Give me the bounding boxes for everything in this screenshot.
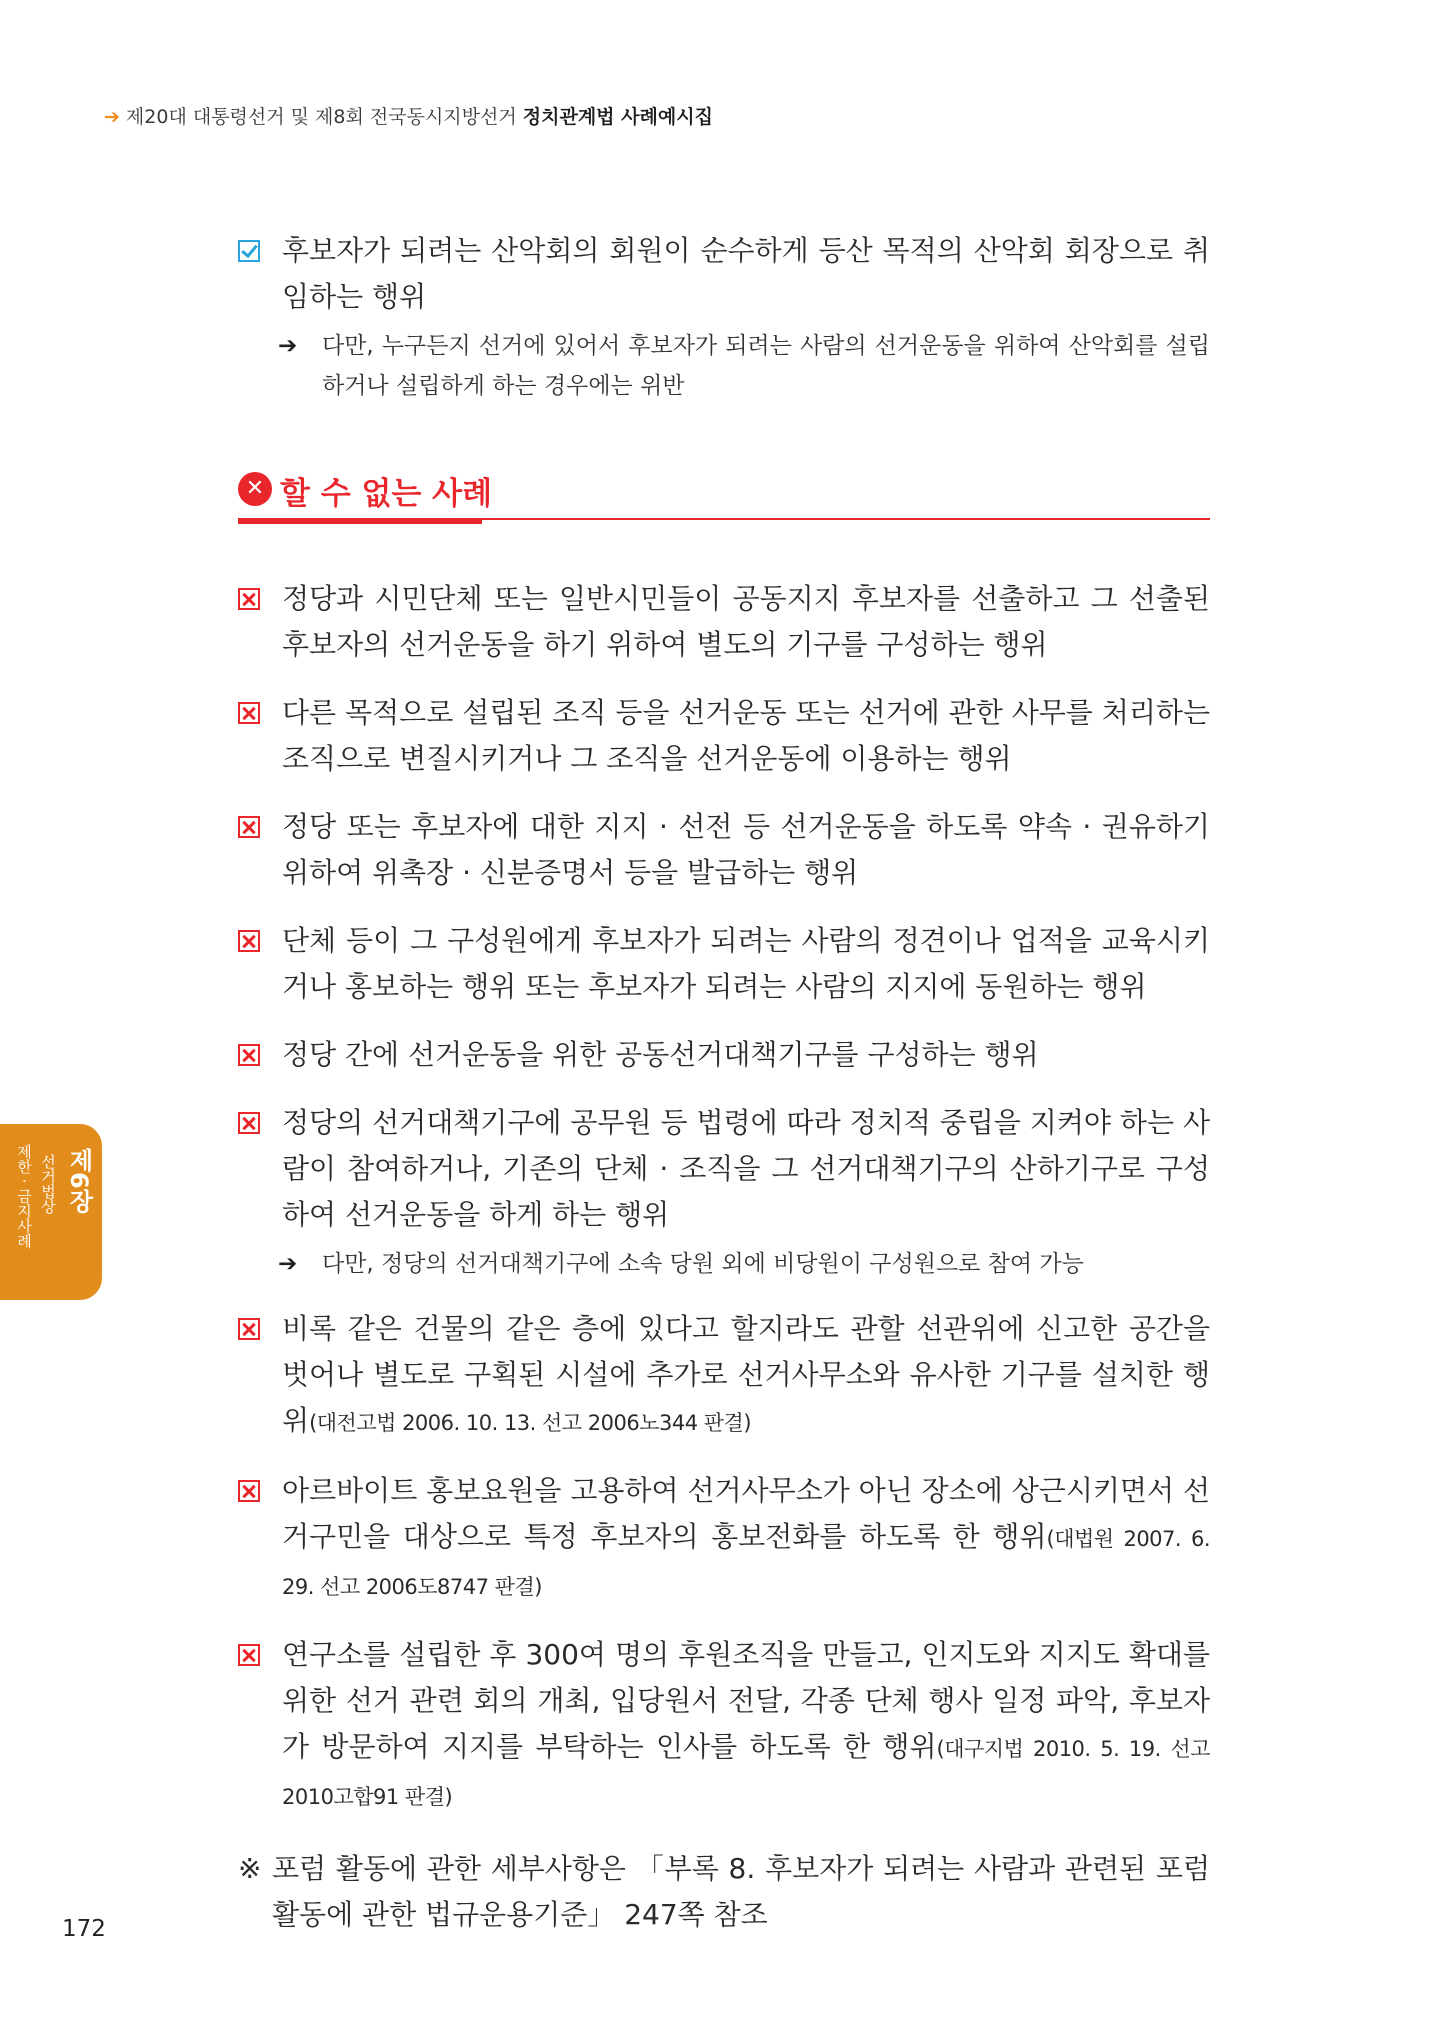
reference-mark: ※ bbox=[238, 1852, 262, 1885]
x-box-icon bbox=[238, 1480, 260, 1502]
prohibited-case-item bbox=[238, 1468, 1210, 1610]
footnote-text: 포럼 활동에 관한 세부사항은 「부록 8. 후보자가 되려는 사람과 관련된 포럼 활동에 관한 법규운용기준」 247쪽 참조 bbox=[272, 1852, 1210, 1931]
chapter-number: 제6장 bbox=[65, 1148, 93, 1213]
item-note bbox=[278, 326, 1210, 406]
item-text: 비록 같은 건물의 같은 층에 있다고 할지라도 관할 선관위에 신고한 공간을 벗어나 별도로 구획된 시설에 추가로 선거사무소와 유사한 기구를 설치한 행위 bbox=[282, 1312, 1210, 1437]
chapter-subtitle-2: 제한 · 금지사례 bbox=[15, 1144, 33, 1249]
item-text: 정당 또는 후보자에 대한 지지 · 선전 등 선거운동을 하도록 약속 · 권유하기 위하여 위촉장 · 신분증명서 등을 발급하는 행위 bbox=[282, 810, 1210, 889]
section-underline bbox=[238, 519, 482, 524]
prohibited-case-item bbox=[238, 918, 1210, 1010]
item-text: 아르바이트 홍보요원을 고용하여 선거사무소가 아닌 장소에 상근시키면서 선거구민을 대상으로 특정 후보자의 홍보전화를 하도록 한 행위 bbox=[282, 1474, 1210, 1553]
item-text: 정당과 시민단체 또는 일반시민들이 공동지지 후보자를 선출하고 그 선출된 후보자의 선거운동을 하기 위하여 별도의 기구를 구성하는 행위 bbox=[282, 582, 1210, 661]
allowed-case-item bbox=[238, 228, 1210, 320]
x-box-icon bbox=[238, 588, 260, 610]
x-box-icon bbox=[238, 1112, 260, 1134]
item-text: 다른 목적으로 설립된 조직 등을 선거운동 또는 선거에 관한 사무를 처리하는 조직으로 변질시키거나 그 조직을 선거운동에 이용하는 행위 bbox=[282, 696, 1210, 775]
x-box-icon bbox=[238, 930, 260, 952]
item-note bbox=[278, 1244, 1210, 1284]
section-title: 할 수 없는 사례 bbox=[280, 476, 493, 512]
x-circle-icon: ✕ bbox=[238, 472, 272, 506]
header-title: 제20대 대통령선거 및 제8회 전국동시지방선거 bbox=[125, 106, 523, 128]
prohibited-case-item bbox=[238, 690, 1210, 782]
prohibited-case-item bbox=[238, 1100, 1210, 1238]
case-citation: (대전고법 2006. 10. 13. 선고 2006노344 판결) bbox=[309, 1411, 752, 1435]
prohibited-case-item bbox=[238, 576, 1210, 668]
running-header bbox=[104, 102, 713, 129]
case-citation: (대구지법 2010. 5. 19. 선고 2010고합91 판결) bbox=[282, 1737, 1210, 1809]
note-text: 다만, 정당의 선거대책기구에 소속 당원 외에 비당원이 구성원으로 참여 가능 bbox=[322, 1251, 1084, 1277]
x-box-icon bbox=[238, 816, 260, 838]
item-text: 연구소를 설립한 후 300여 명의 후원조직을 만들고, 인지도와 지지도 확대를 위한 선거 관련 회의 개최, 입당원서 전달, 각종 단체 행사 일정 파악, 후보자가 방문하여 지지를 부탁하는 인사를 하도록 한 행위 bbox=[282, 1638, 1210, 1763]
item-text: 후보자가 되려는 산악회의 회원이 순수하게 등산 목적의 산악회 회장으로 취임하는 행위 bbox=[282, 234, 1210, 313]
note-text: 다만, 누구든지 선거에 있어서 후보자가 되려는 사람의 선거운동을 위하여 산악회를 설립하거나 설립하게 하는 경우에는 위반 bbox=[322, 333, 1210, 399]
item-text: 단체 등이 그 구성원에게 후보자가 되려는 사람의 정견이나 업적을 교육시키거나 홍보하는 행위 또는 후보자가 되려는 사람의 지지에 동원하는 행위 bbox=[282, 924, 1210, 1003]
prohibited-cases-list bbox=[238, 576, 1210, 1842]
item-text: 정당의 선거대책기구에 공무원 등 법령에 따라 정치적 중립을 지켜야 하는 사람이 참여하거나, 기존의 단체 · 조직을 그 선거대책기구의 산하기구로 구성하여 선거운동을 하게 하는 행위 bbox=[282, 1106, 1210, 1231]
checkbox-icon bbox=[238, 240, 260, 262]
arrow-icon: ➔ bbox=[278, 1251, 298, 1277]
arrow-icon: ➔ bbox=[278, 333, 298, 359]
case-citation: (대법원 2007. 6. 29. 선고 2006도8747 판결) bbox=[282, 1527, 1210, 1599]
prohibited-case-item bbox=[238, 804, 1210, 896]
x-box-icon bbox=[238, 702, 260, 724]
x-box-icon bbox=[238, 1644, 260, 1666]
x-box-icon bbox=[238, 1044, 260, 1066]
prohibited-case-item bbox=[238, 1306, 1210, 1446]
chapter-subtitle-1: 선거법상 bbox=[39, 1154, 57, 1214]
x-box-icon bbox=[238, 1318, 260, 1340]
prohibited-case-item bbox=[238, 1632, 1210, 1820]
page-number: 172 bbox=[62, 1916, 106, 1942]
prohibited-case-item bbox=[238, 1032, 1210, 1078]
header-title-bold: 정치관계법 사례예시집 bbox=[522, 106, 713, 128]
item-text: 정당 간에 선거운동을 위한 공동선거대책기구를 구성하는 행위 bbox=[282, 1038, 1039, 1071]
arrow-icon: ➔ bbox=[104, 106, 120, 128]
chapter-side-tab bbox=[0, 1124, 102, 1300]
main-content bbox=[238, 228, 1210, 1938]
footnote bbox=[238, 1846, 1210, 1938]
section-heading bbox=[238, 462, 1210, 520]
